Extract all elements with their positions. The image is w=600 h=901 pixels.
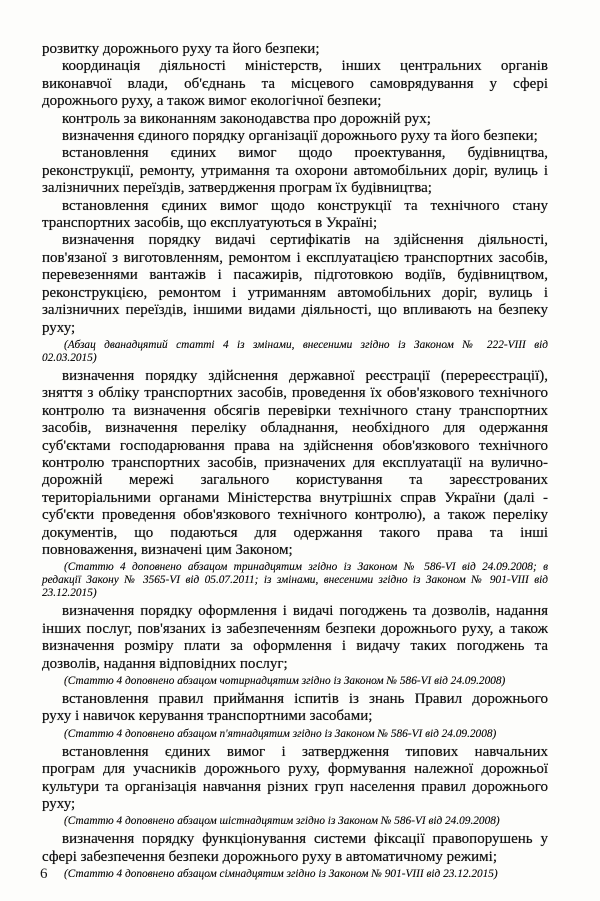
- text-line: розвитку дорожнього руху та його безпеки;: [42, 41, 320, 57]
- text-line: (Статтю 4 доповнено абзацом сімнадцятим згідно із Законом № 901-VIII від 23.12.2015): [64, 868, 498, 881]
- paragraph: [42, 232, 548, 336]
- paragraph: [42, 691, 548, 726]
- paragraph: [42, 111, 548, 128]
- text-line: встановлення єдиних вимог щодо проектування, будівництва,: [62, 145, 548, 162]
- text-line: (Статтю 4 доповнено абзацом чотирнадцятим згідно із Законом № 586-VI від 24.09.2008): [64, 675, 506, 687]
- amendment-note: [42, 868, 548, 881]
- text-line: програм для учасників дорожнього руху, формування належної дорожньої: [42, 761, 548, 778]
- paragraph: [42, 744, 548, 814]
- text-line: засобів, визначення переліку обладнання, необхідного для одержання: [42, 420, 548, 437]
- text-line: 23.12.2015): [42, 587, 97, 600]
- text-line: транспортних засобів, що експлуатуються в Україні;: [42, 215, 378, 232]
- text-line: координація діяльності міністерств, інших центральних органів: [62, 58, 548, 75]
- text-line: редакції Закону № 3565-VI від 05.07.2011; із змінами, внесеними згідно із Законом № 901-VIII від: [42, 574, 548, 587]
- text-line: виконавчої влади, об'єднань та місцевого самоврядування у сфері: [42, 75, 548, 92]
- text-line: контролю транспортних засобів, призначених для експлуатації на вулично-: [42, 454, 548, 471]
- text-line: залізничних переїздів, іншими видами діяльності, що впливають на безпеку: [42, 302, 548, 319]
- text-line: визначення порядку видачі сертифікатів на здійснення діяльності,: [62, 232, 548, 249]
- text-line: інших послуг, пов'язаних із забезпеченням безпеки дорожнього руху, а також: [42, 620, 548, 637]
- text-line: контроль за виконанням законодавства про дорожній рух;: [62, 110, 431, 127]
- text-line: встановлення єдиних вимог щодо конструкції та технічного стану: [62, 197, 548, 214]
- paragraph: [42, 128, 548, 145]
- text-line: пов'язаної з виготовленням, ремонтом і експлуатацією транспортних засобів,: [42, 249, 548, 266]
- paragraph: [42, 603, 548, 673]
- text-line: руху і навичок керування транспортними засобами;: [42, 708, 373, 725]
- text-line: встановлення єдиних вимог і затвердження типових навчальних: [62, 743, 548, 760]
- text-line: перевезеннями вантажів і пасажирів, підготовкою водіїв, будівництвом,: [42, 267, 548, 284]
- paragraph: [42, 41, 548, 58]
- text-line: 02.03.2015): [42, 351, 97, 364]
- text-line: територіальними органами Міністерства внутрішніх справ України (далі -: [42, 489, 548, 506]
- text-line: реконструкцією, ремонтом і утриманням автомобільних доріг, вулиць і: [42, 284, 548, 301]
- paragraph: [42, 198, 548, 233]
- text-line: дорожній мережі загального користування та зареєстрованих: [42, 472, 548, 489]
- text-line: визначення розміру плати за оформлення і видачу таких погоджень та: [42, 638, 548, 655]
- text-line: реконструкції, ремонту, утримання та охорони автомобільних доріг, вулиць і: [42, 162, 548, 179]
- text-line: (Статтю 4 доповнено абзацом шістнадцятим згідно із Законом № 586-VI від 24.09.2008): [64, 815, 500, 828]
- text-line: (Статтю 4 доповнено абзацом тринадцятим згідно із Законом № 586-VI від 24.09.2008; в: [64, 561, 548, 574]
- text-line: визначення порядку оформлення і видачі погоджень та дозволів, надання: [62, 603, 548, 620]
- paragraph: [42, 58, 548, 110]
- text-line: визначення порядку функціонування системи фіксації правопорушень у: [62, 831, 548, 848]
- text-line: контролю та визначення обсягів перевірки технічного стану транспортних: [42, 402, 548, 419]
- page-number: 6: [40, 866, 48, 882]
- text-line: суб'єктами господарювання права на здійснення обов'язкового технічного: [42, 437, 548, 454]
- text-line: зняття з обліку транспортних засобів, проведення їх обов'язкового технічного: [42, 385, 548, 402]
- text-line: культури та організація навчання різних груп населення правил дорожнього: [42, 778, 548, 795]
- text-line: суб'єкти проведення обов'язкового технічного контролю), а також переліку: [42, 507, 548, 524]
- amendment-note: [42, 675, 548, 688]
- text-line: (Статтю 4 доповнено абзацом п'ятнадцятим згідно із Законом № 586-VI від 24.09.2008): [64, 727, 497, 740]
- amendment-note: [42, 728, 548, 741]
- amendment-note: [42, 339, 548, 365]
- text-line: дозволів, надання відповідних послуг;: [42, 655, 288, 672]
- paragraph: [42, 368, 548, 559]
- amendment-note: [42, 815, 548, 828]
- text-line: руху;: [42, 319, 76, 336]
- text-line: встановлення правил приймання іспитів із знань Правил дорожнього: [62, 691, 548, 707]
- text-line: визначення порядку здійснення державної реєстрації (перереєстрації),: [62, 367, 548, 384]
- paragraph: [42, 831, 548, 866]
- text-line: документів, що подаються для одержання такого права та інші: [42, 524, 548, 541]
- document-body: [42, 41, 548, 884]
- text-line: дорожнього руху, а також вимог екологічної безпеки;: [42, 93, 382, 110]
- text-line: (Абзац дванадцятий статті 4 із змінами, внесеними згідно із Законом № 222-VIII від: [64, 338, 548, 351]
- amendment-note: [42, 561, 548, 600]
- text-line: руху;: [42, 796, 76, 813]
- text-line: повноваження, визначені цим Законом;: [42, 541, 293, 558]
- text-line: сфері забезпечення безпеки дорожнього руху в автоматичному режимі;: [42, 848, 498, 865]
- text-line: визначення єдиного порядку організації дорожнього руху та його безпеки;: [62, 128, 538, 145]
- text-line: залізничних переїздів, затвердження програм їх будівництва;: [42, 180, 432, 197]
- paragraph: [42, 145, 548, 197]
